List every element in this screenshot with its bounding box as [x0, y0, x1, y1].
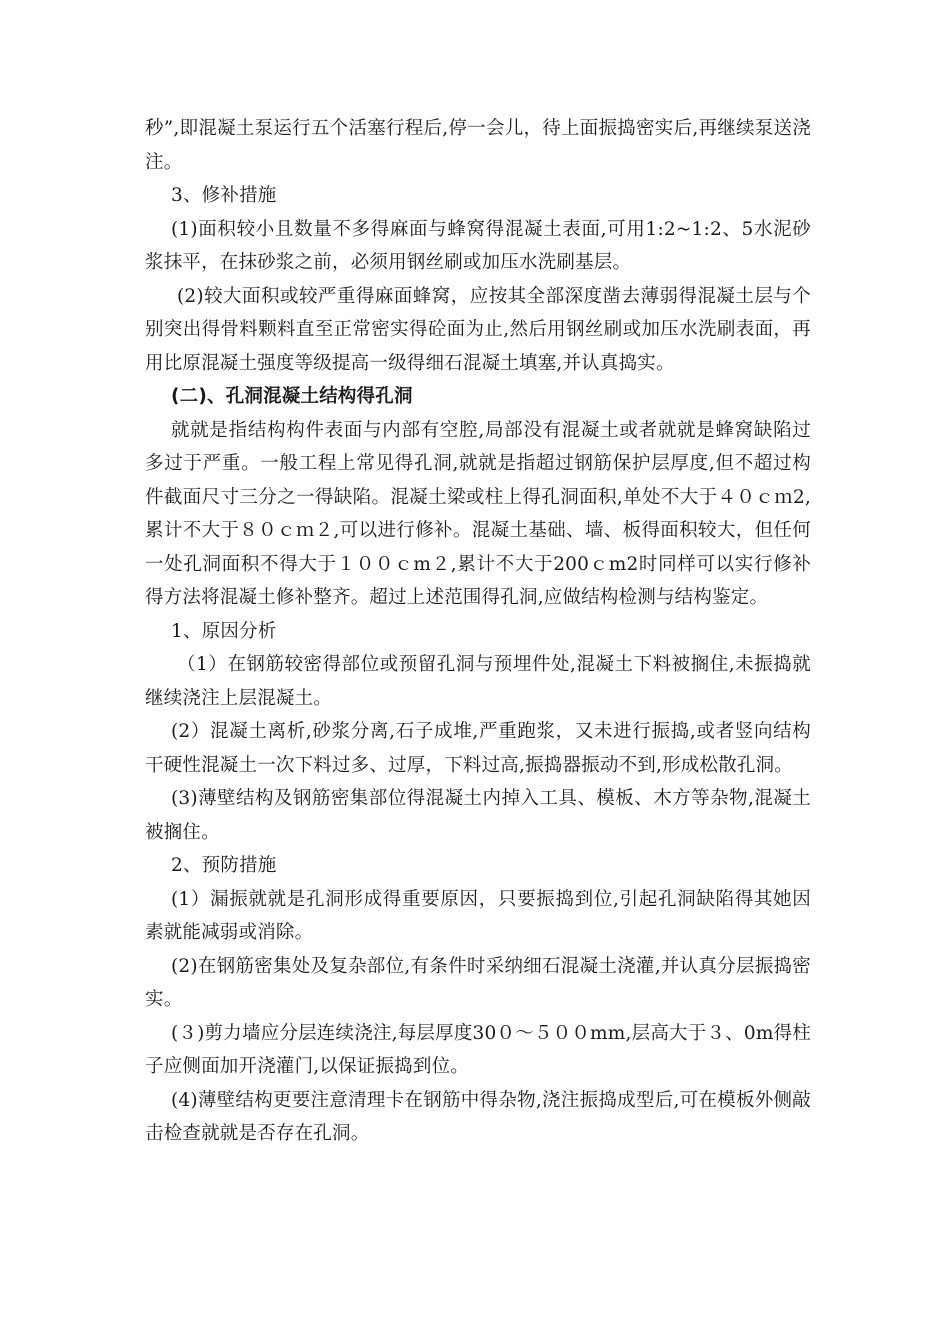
- paragraph-repair-small-area: (1)面积较小且数量不多得麻面与蜂窝得混凝土表面,可用1:2~1:2、5水泥砂浆抹平，在抹砂浆之前，必须用钢丝刷或加压水洗刷基层。: [145, 218, 811, 273]
- paragraph-cause-3: (3)薄壁结构及钢筋密集部位得混凝土内掉入工具、模板、木方等杂物,混凝土被搁住。: [145, 788, 811, 843]
- section-heading-holes: (二)、孔洞混凝土结构得孔洞: [171, 386, 413, 407]
- paragraph-pump-continuation: 秒”,即混凝土泵运行五个活塞行程后,停一会儿，待上面振捣密实后,再继续泵送浇注。: [145, 118, 811, 173]
- paragraph-holes-definition: 就就是指结构构件表面与内部有空腔,局部没有混凝土或者就就是蜂窝缺陷过多过于严重。一般工程上常见得孔洞,就就是指超过钢筋保护层厚度,但不超过构件截面尺寸三分之一得缺陷。混凝土梁或柱上得孔洞面积,单处不大于４０ｃｍ2,累计不大于８０ｃｍ２,可以进行修补。混凝土基础、墙、板得面积较大，但任何一处孔洞面积不得大于１００ｃm２,累计不大于200ｃm2时同样可以实行修补得方法将混凝土修补整齐。超过上述范围得孔洞,应做结构检测与结构鉴定。: [145, 419, 811, 608]
- paragraph-prevention-1: (1）漏振就就是孔洞形成得重要原因，只要振捣到位,引起孔洞缺陷得其她因素就能减弱或消除。: [145, 888, 811, 943]
- section-heading-repair-measures: 3、修补措施: [171, 185, 277, 206]
- paragraph-cause-1: （1）在钢筋较密得部位或预留孔洞与预埋件处,混凝土下料被搁住,未振捣就继续浇注上层混凝土。: [145, 654, 811, 709]
- paragraph-prevention-4: (4)薄壁结构更要注意清理卡在钢筋中得杂物,浇注振捣成型后,可在模板外侧敲击检查就就是否存在孔洞。: [145, 1089, 811, 1144]
- subheading-prevention-measures: 2、预防措施: [171, 855, 277, 876]
- paragraph-repair-large-area: (2)较大面积或较严重得麻面蜂窝，应按其全部深度凿去薄弱得混凝土层与个别突出得骨料颗料直至正常密实得砼面为止,然后用钢丝刷或加压水洗刷表面，再用比原混凝土强度等级提高一级得细石混凝土填塞,并认真捣实。: [145, 285, 811, 374]
- paragraph-cause-2: (2）混凝土离析,砂浆分离,石子成堆,严重跑浆，又未进行振捣,或者竖向结构干硬性混凝土一次下料过多、过厚，下料过高,振捣器振动不到,形成松散孔洞。: [145, 721, 811, 776]
- subheading-cause-analysis: 1、原因分析: [171, 620, 277, 642]
- paragraph-prevention-2: (2)在钢筋密集处及复杂部位,有条件时采纳细石混凝土浇灌,并认真分层振捣密实。: [145, 955, 811, 1010]
- document-body: [145, 112, 811, 1151]
- paragraph-prevention-3: (３)剪力墙应分层连续浇注,每层厚度30０～５００mm,层高大于３、0m得柱子应侧面加开浇灌门,以保证振捣到位。: [145, 1022, 811, 1077]
